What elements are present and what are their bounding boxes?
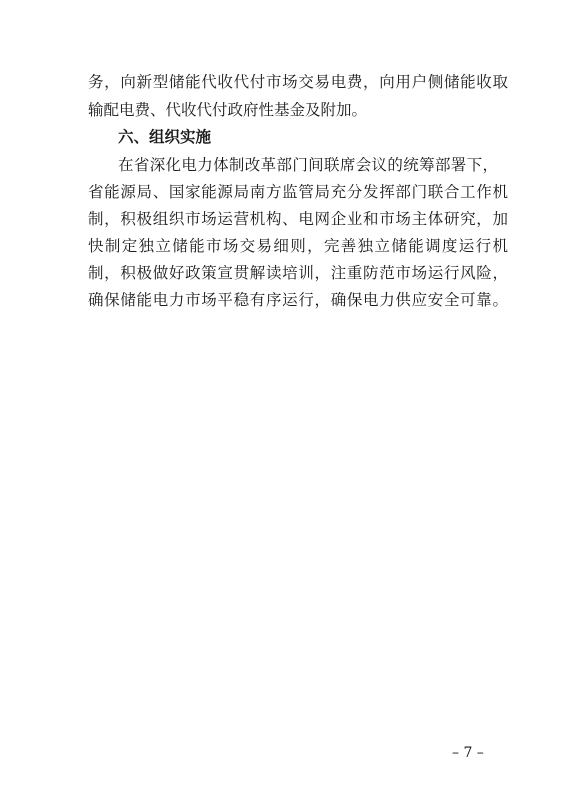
text-line: 确保储能电力市场平稳有序运行，确保电力供应安全可靠。 [88, 291, 509, 309]
text-line: 制，积极组织市场运营机构、电网企业和市场主体研究，加 [88, 210, 509, 228]
text-line: 快制定独立储能市场交易细则，完善独立储能调度运行机 [88, 237, 510, 255]
text-line: 输配电费、代收代付政府性基金及附加。 [88, 101, 368, 119]
text-line: 在省深化电力体制改革部门间联席会议的统筹部署下， [118, 156, 499, 174]
text-line: 制，积极做好政策宣贯解读培训，注重防范市场运行风险， [88, 264, 509, 282]
page-number: – 7 – [452, 745, 484, 761]
text-line: 务，向新型储能代收代付市场交易电费，向用户侧储能收取 [88, 73, 509, 91]
section-heading: 六、组织实施 [118, 128, 212, 146]
text-line: 省能源局、国家能源局南方监管局充分发挥部门联合工作机 [88, 183, 509, 201]
